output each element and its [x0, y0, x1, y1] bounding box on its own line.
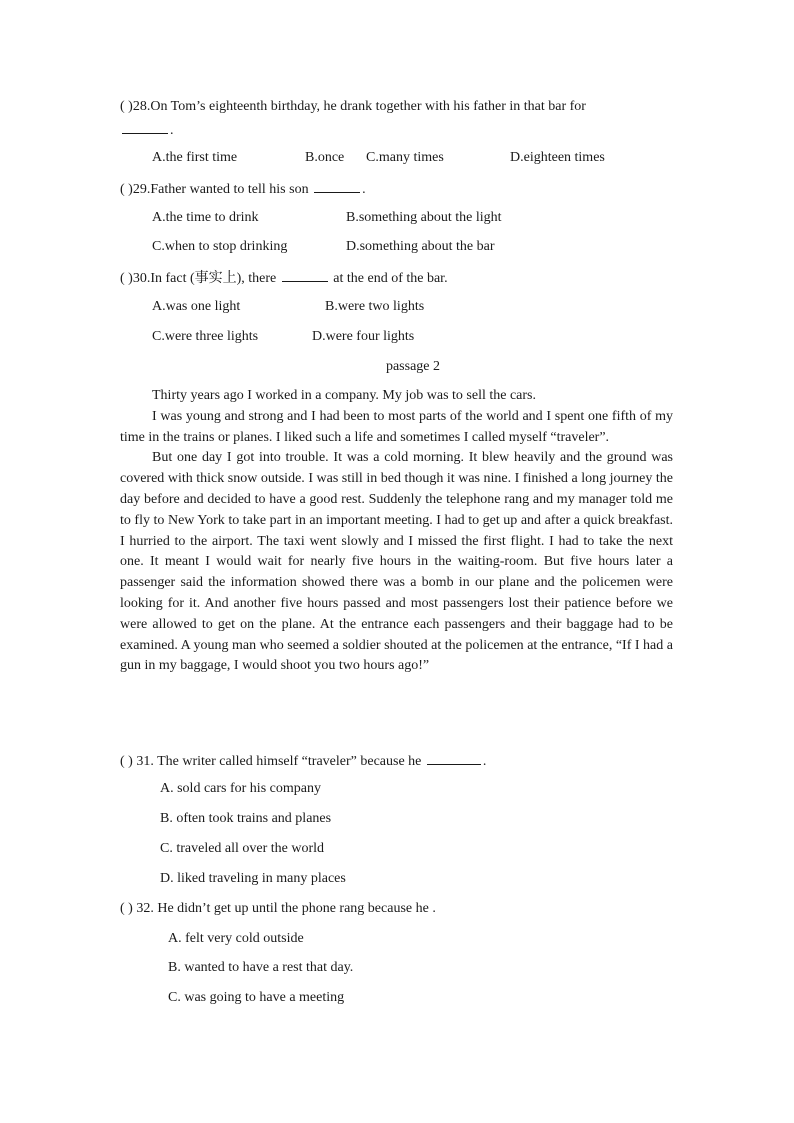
- q29-option-d[interactable]: D.something about the bar: [346, 239, 495, 254]
- paragraph: Thirty years ago I worked in a company. My job was to sell the cars.: [152, 388, 536, 403]
- answer-blank[interactable]: [427, 750, 481, 765]
- q32-option-b[interactable]: B. wanted to have a rest that day.: [168, 960, 354, 975]
- question-30: [120, 267, 448, 289]
- q28-option-d[interactable]: D.eighteen times: [510, 150, 605, 165]
- question-28: [120, 97, 586, 117]
- answer-paren[interactable]: ( ): [120, 271, 133, 286]
- question-text: 30.In fact (事实上), there: [132, 271, 277, 286]
- paragraph: But one day I got into trouble. It was a cold morning. It blew heavily and the ground was covered with thick snow outside. I was still in bed though it was nine. I finished a long journey the day before and decided to have a good rest. Suddenly the telephone rang and my manager told me to fly to New York to take part in an important meeting. I had to get up and after a quick breakfast. I hurried to the airport. The taxi went slowly and I missed the first flight. I had to take the next one. It meant I would wait for nearly five hours in the waiting-room. But five hours later a passenger said the information showed there was a bomb in our plane and the policemen were looking for it. And another five hours passed and most passengers lost their patience before we were allowed to get on the plane. At the entrance each passengers and their baggage had to be examined. A young man who seemed a soldier shouted at the policemen at the entrance, “If I had a gun in my baggage, I would shoot you two hours ago!”: [120, 450, 673, 674]
- q31-option-d[interactable]: D. liked traveling in many places: [160, 871, 346, 886]
- q32-option-a[interactable]: A. felt very cold outside: [168, 931, 304, 946]
- q28-option-a[interactable]: A.the first time: [152, 150, 238, 165]
- q30-option-b[interactable]: B.were two lights: [325, 299, 425, 314]
- q30-option-a[interactable]: A.was one light: [152, 299, 241, 314]
- answer-blank[interactable]: [122, 119, 168, 134]
- q28-option-b[interactable]: B.once: [305, 150, 345, 165]
- answer-paren[interactable]: ( ): [120, 754, 133, 769]
- q29-option-a[interactable]: A.the time to drink: [152, 210, 259, 225]
- question-29: [120, 178, 366, 200]
- paragraph: I was young and strong and I had been to most parts of the world and I spent one fifth of my time in the trains or planes. I liked such a life and sometimes I called myself “traveler”.: [120, 408, 673, 445]
- answer-paren[interactable]: ( ): [120, 99, 133, 114]
- question-text: 32. He didn’t get up until the phone rang because he .: [136, 901, 436, 916]
- answer-blank[interactable]: [282, 267, 328, 282]
- question-32: [120, 899, 436, 919]
- passage-title: passage 2: [385, 359, 441, 374]
- answer-paren[interactable]: ( ): [120, 182, 133, 197]
- question-end: .: [362, 182, 366, 197]
- question-31: [120, 750, 486, 772]
- q32-option-c[interactable]: C. was going to have a meeting: [168, 990, 345, 1005]
- question-end: .: [170, 123, 174, 138]
- question-28-cont: [120, 119, 174, 141]
- q31-option-a[interactable]: A. sold cars for his company: [160, 781, 321, 796]
- question-text: 31. The writer called himself “traveler” because he: [136, 754, 422, 769]
- q30-option-d[interactable]: D.were four lights: [312, 329, 415, 344]
- question-text: 29.Father wanted to tell his son: [132, 182, 309, 197]
- answer-blank[interactable]: [314, 178, 360, 193]
- q29-option-c[interactable]: C.when to stop drinking: [152, 239, 288, 254]
- question-text: 28.On Tom’s eighteenth birthday, he drank together with his father in that bar for: [132, 99, 586, 114]
- q28-option-c[interactable]: C.many times: [366, 150, 444, 165]
- q30-option-c[interactable]: C.were three lights: [152, 329, 259, 344]
- q31-option-c[interactable]: C. traveled all over the world: [160, 841, 325, 856]
- q29-option-b[interactable]: B.something about the light: [346, 210, 502, 225]
- question-end: at the end of the bar.: [333, 271, 448, 286]
- passage-body: [120, 386, 673, 677]
- q31-option-b[interactable]: B. often took trains and planes: [160, 811, 332, 826]
- answer-paren[interactable]: ( ): [120, 901, 133, 916]
- question-end: .: [482, 754, 487, 769]
